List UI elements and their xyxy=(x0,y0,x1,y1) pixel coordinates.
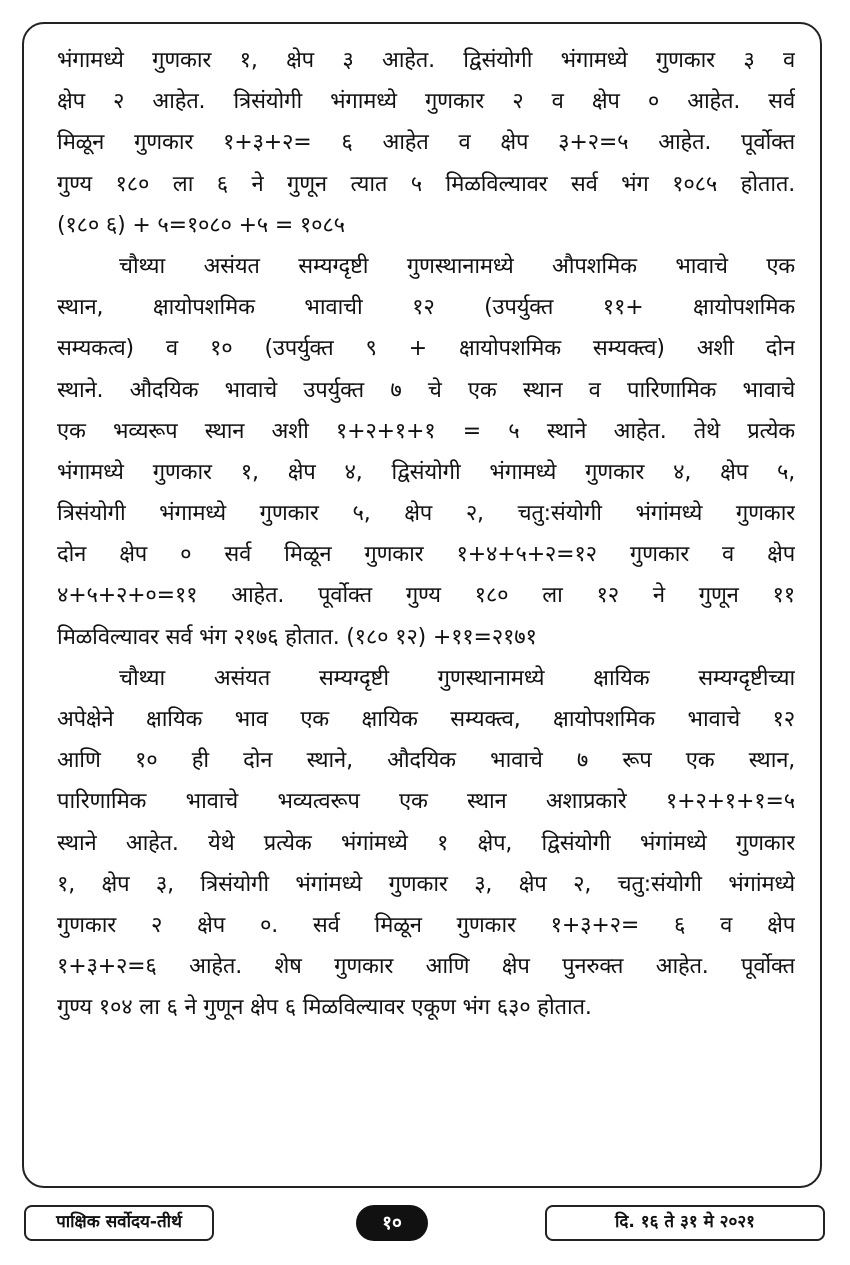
text-line: एक भव्यरूप स्थान अशी १+२+१+१ = ५ स्थाने आहेत. तेथे प्रत्येक xyxy=(57,418,795,444)
text-line: सम्यकत्व) व १० (उपर्युक्त ९ + क्षायोपशमिक सम्यक्त्व) अशी दोन xyxy=(57,336,795,362)
text-line: स्थाने. औदयिक भावाचे उपर्युक्त ७ चे एक स्थान व पारिणामिक भावाचे xyxy=(57,377,795,403)
issue-date: दि. १६ ते ३१ मे २०२१ xyxy=(545,1205,825,1241)
text-line: भंगामध्ये गुणकार १, क्षेप ४, द्विसंयोगी भंगामध्ये गुणकार ४, क्षेप ५, xyxy=(57,459,795,485)
text-line: मिळविल्यावर सर्व भंग २१७६ होतात. (१८० १२) +११=२१७१ xyxy=(57,624,537,650)
text-line: गुण्य १८० ला ६ ने गुणून त्यात ५ मिळविल्यावर सर्व भंग १०८५ होतात. xyxy=(57,171,795,197)
text-line: अपेक्षेने क्षायिक भाव एक क्षायिक सम्यक्त्व, क्षायोपशमिक भावाचे १२ xyxy=(57,707,795,732)
paragraph-start-line: चौथ्या असंयत सम्यग्दृष्टी गुणस्थानामध्ये औपशमिक भावाचे एक xyxy=(119,253,795,279)
body-text xyxy=(57,40,795,1029)
text-line: पारिणामिक भावाचे भव्यत्वरूप एक स्थान अशाप्रकारे १+२+१+१=५ xyxy=(57,789,795,815)
text-line: स्थान, क्षायोपशमिक भावाची १२ (उपर्युक्त ११+ क्षायोपशमिक xyxy=(57,295,795,321)
paragraph-start-line: चौथ्या असंयत सम्यग्दृष्टी गुणस्थानामध्ये क्षायिक सम्यग्दृष्टीच्या xyxy=(119,665,795,691)
text-line: स्थाने आहेत. येथे प्रत्येक भंगांमध्ये १ क्षेप, द्विसंयोगी भंगांमध्ये गुणकार xyxy=(57,830,795,856)
text-line: भंगामध्ये गुणकार १, क्षेप ३ आहेत. द्विसंयोगी भंगामध्ये गुणकार ३ व xyxy=(57,48,795,73)
text-line: गुण्य १०४ ला ६ ने गुणून क्षेप ६ मिळविल्यावर एकूण भंग ६३० होतात. xyxy=(57,995,592,1021)
publication-name: पाक्षिक सर्वोदय-तीर्थ xyxy=(24,1205,214,1241)
text-line: आणि १० ही दोन स्थाने, औदयिक भावाचे ७ रूप एक स्थान, xyxy=(57,748,795,774)
text-line: मिळून गुणकार १+३+२= ६ आहेत व क्षेप ३+२=५ आहेत. पूर्वोक्त xyxy=(57,130,795,156)
text-line: १, क्षेप ३, त्रिसंयोगी भंगांमध्ये गुणकार ३, क्षेप २, चतु:संयोगी भंगांमध्ये xyxy=(57,871,795,897)
text-line: (१८० ६) + ५=१०८० +५ = १०८५ xyxy=(57,212,345,238)
text-line: १+३+२=६ आहेत. शेष गुणकार आणि क्षेप पुनरुक्त आहेत. पूर्वोक्त xyxy=(57,954,795,980)
text-line: दोन क्षेप ० सर्व मिळून गुणकार १+४+५+२=१२ गुणकार व क्षेप xyxy=(57,542,795,568)
text-line: क्षेप २ आहेत. त्रिसंयोगी भंगामध्ये गुणकार २ व क्षेप ० आहेत. सर्व xyxy=(57,89,795,115)
page-number: १० xyxy=(356,1205,428,1241)
text-line: गुणकार २ क्षेप ०. सर्व मिळून गुणकार १+३+२= ६ व क्षेप xyxy=(57,912,795,938)
text-line: त्रिसंयोगी भंगामध्ये गुणकार ५, क्षेप २, चतु:संयोगी भंगांमध्ये गुणकार xyxy=(57,501,795,527)
text-line: ४+५+२+०=११ आहेत. पूर्वोक्त गुण्य १८० ला १२ ने गुणून ११ xyxy=(57,583,795,609)
